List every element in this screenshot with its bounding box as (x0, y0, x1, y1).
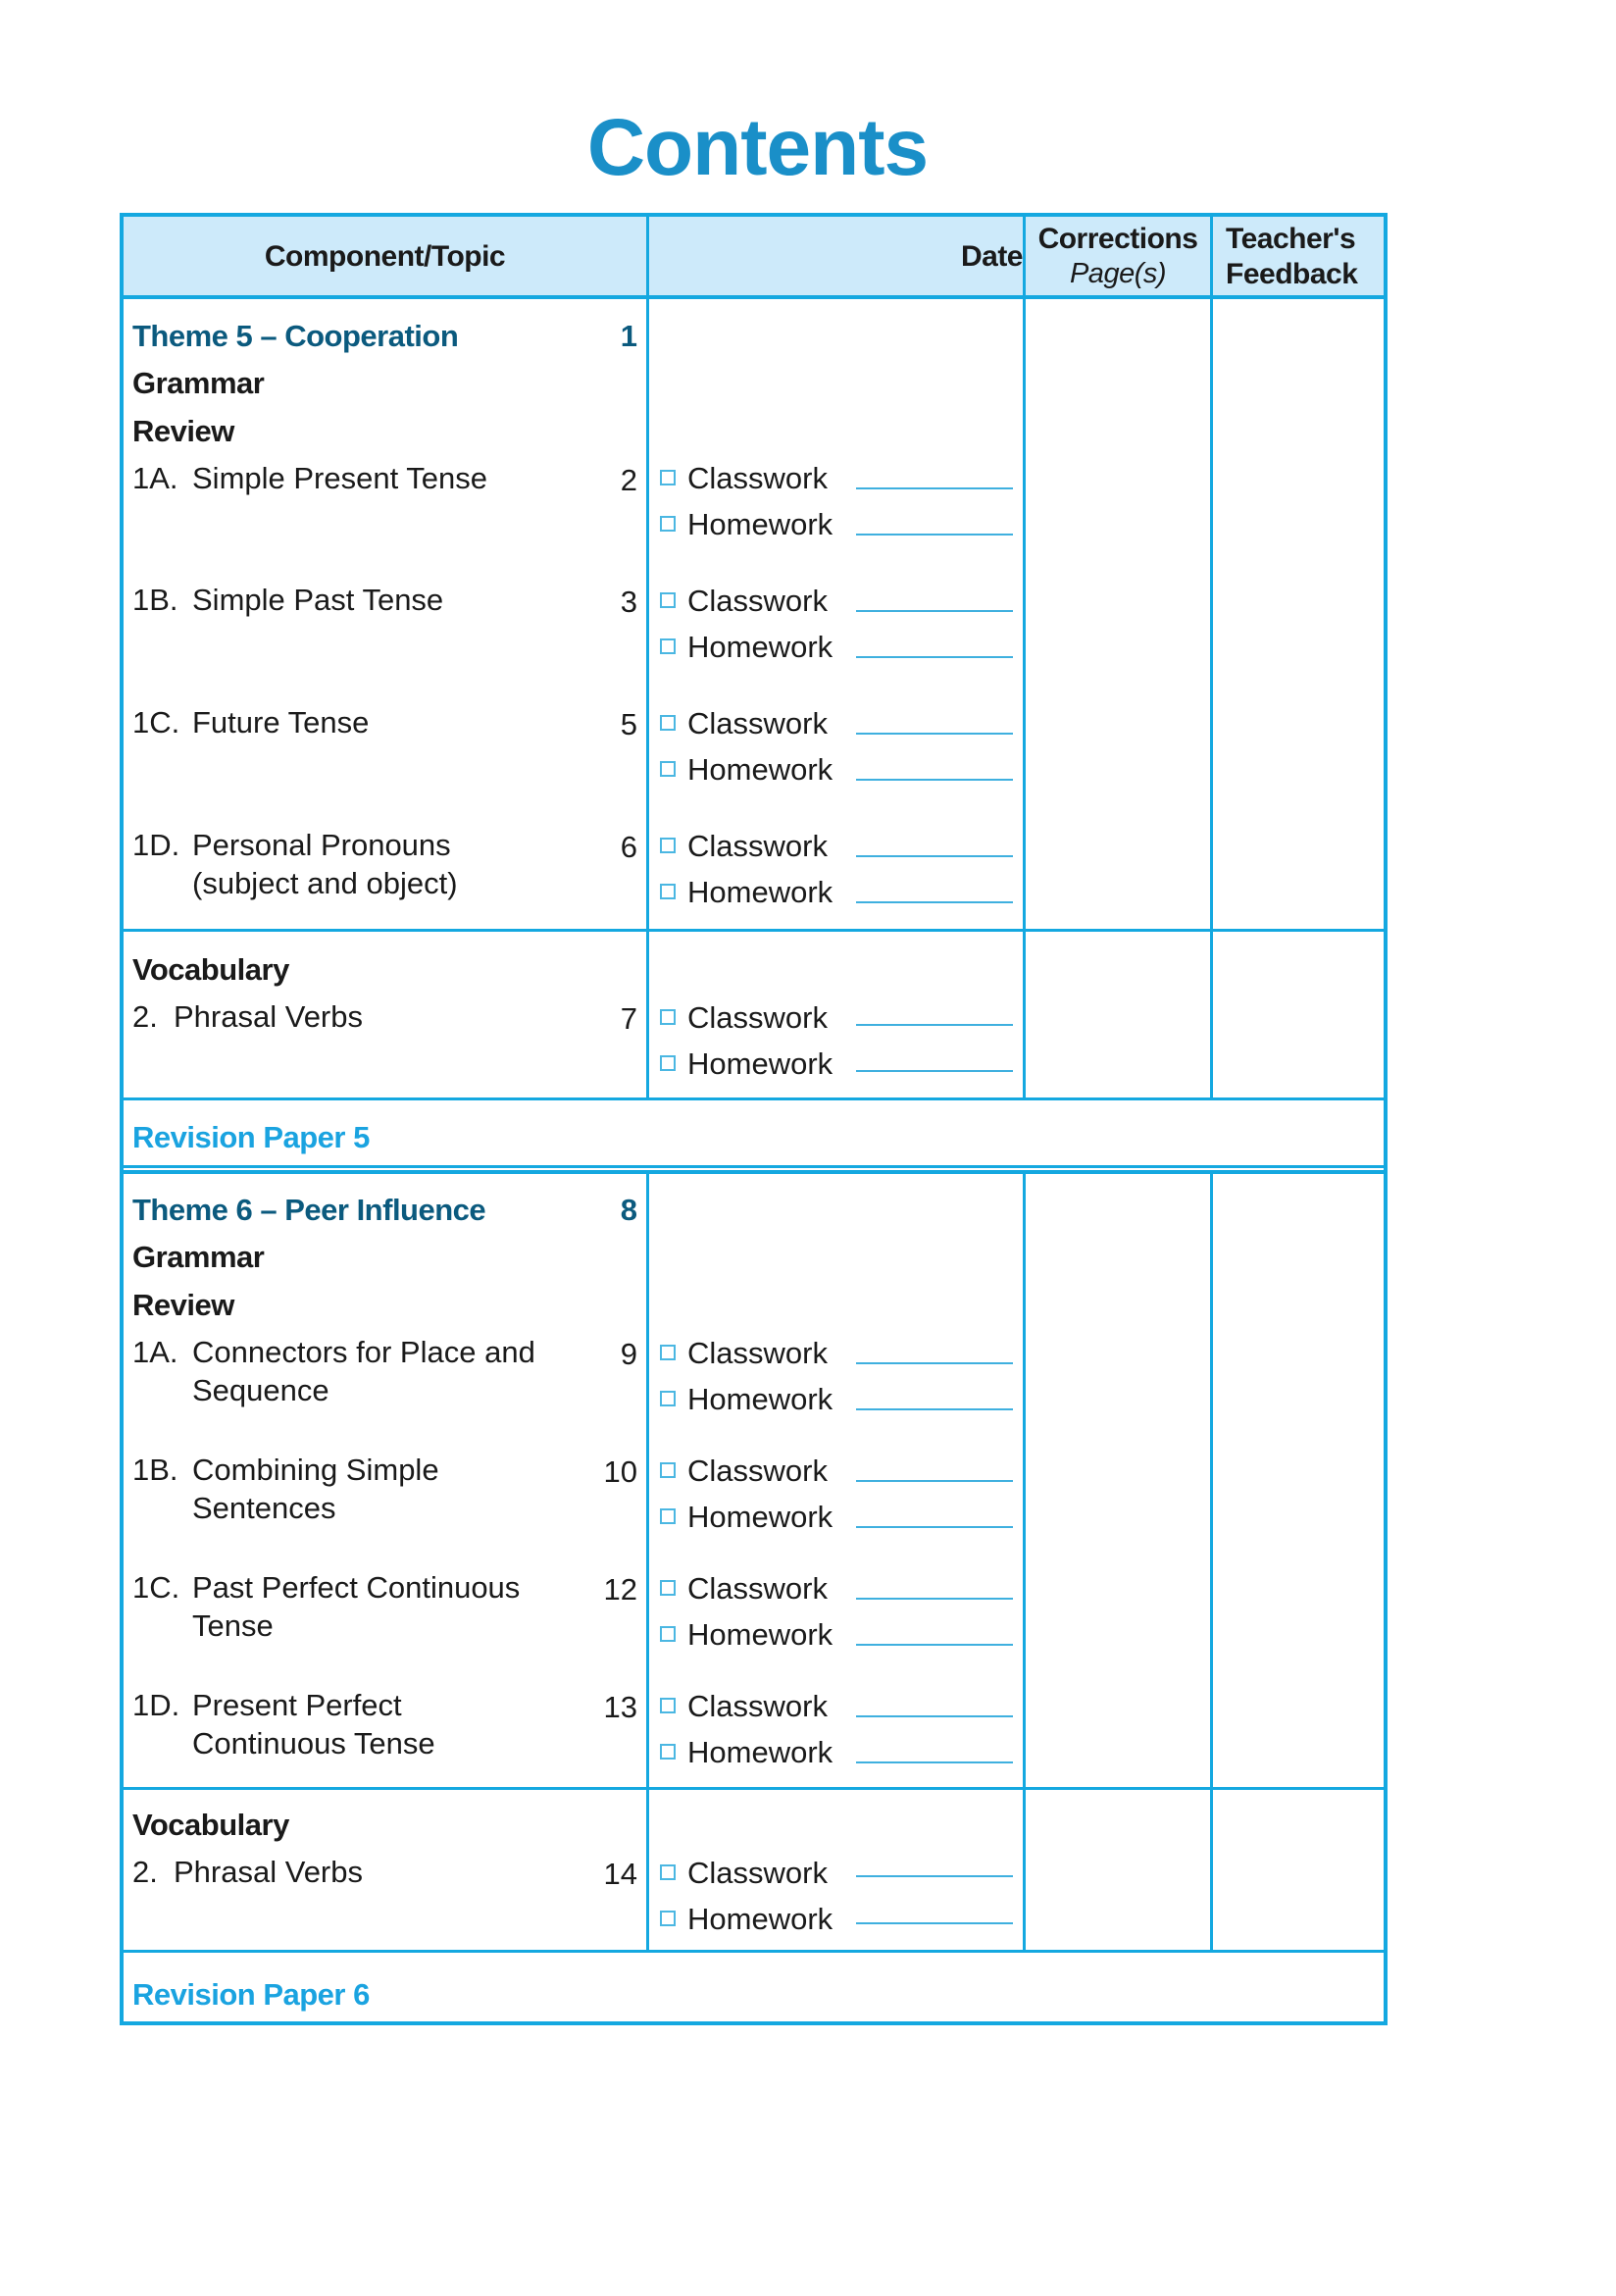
classwork-checkbox[interactable]: Classwork (660, 1002, 828, 1032)
classwork-checkbox[interactable]: Classwork (660, 831, 828, 860)
checkbox-icon[interactable] (660, 1345, 676, 1360)
checkbox-icon[interactable] (660, 1508, 676, 1524)
topic-label-continued: Sentences (192, 1491, 336, 1525)
header-corrections-pages: Page(s) (1069, 258, 1167, 289)
topic-number: 1C. (132, 1570, 180, 1605)
topic-number: 1A. (132, 461, 178, 495)
checkbox-icon[interactable] (660, 715, 676, 731)
homework-checkbox[interactable]: Homework (660, 509, 833, 538)
checkbox-icon[interactable] (660, 1462, 676, 1478)
classwork-date-line[interactable] (856, 1362, 1013, 1364)
section-double-line-top (120, 1165, 1388, 1168)
topic-label: Present Perfect (192, 1688, 402, 1722)
classwork-checkbox[interactable]: Classwork (660, 1573, 828, 1603)
topic-item (132, 581, 443, 619)
vocabulary-label: Vocabulary (132, 1808, 289, 1842)
grammar-label: Grammar (132, 366, 265, 400)
homework-date-line[interactable] (856, 534, 1013, 536)
topic-number: 1C. (132, 705, 180, 740)
topic-label: Combining Simple (192, 1453, 439, 1487)
review-label: Review (132, 414, 234, 448)
checkbox-icon[interactable] (660, 470, 676, 485)
topic-item (132, 1686, 435, 1762)
topic-label-continued: Continuous Tense (192, 1726, 435, 1760)
column-divider-corrections (1023, 213, 1026, 1099)
header-teachers-feedback (1226, 222, 1388, 292)
topic-number: 1B. (132, 1453, 178, 1487)
topic-number: 2. (132, 999, 158, 1034)
header-feedback-line2: Feedback (1226, 258, 1358, 290)
homework-checkbox[interactable]: Homework (660, 1502, 833, 1531)
topic-item (132, 1853, 363, 1891)
table-border-bottom (120, 2021, 1388, 2025)
classwork-date-line[interactable] (856, 855, 1013, 857)
topic-label-continued: Tense (192, 1608, 274, 1643)
homework-checkbox[interactable]: Homework (660, 1384, 833, 1413)
topic-label: Past Perfect Continuous (192, 1570, 521, 1605)
topic-number: 1D. (132, 1688, 180, 1722)
topic-label: Future Tense (192, 705, 370, 740)
classwork-checkbox[interactable]: Classwork (660, 1338, 828, 1367)
theme-title: Theme 5 – Cooperation (132, 319, 459, 353)
topic-page-number: 6 (620, 830, 637, 864)
header-component-topic: Component/Topic (264, 240, 506, 273)
topic-page-number: 13 (603, 1690, 637, 1724)
homework-checkbox[interactable]: Homework (660, 1048, 833, 1078)
classwork-date-line[interactable] (856, 1875, 1013, 1877)
classwork-checkbox[interactable]: Classwork (660, 586, 828, 615)
revision-paper-link[interactable]: Revision Paper 6 (132, 1977, 370, 2012)
topic-label-continued: Sequence (192, 1373, 329, 1407)
topic-label: Simple Present Tense (192, 461, 487, 495)
classwork-checkbox[interactable]: Classwork (660, 463, 828, 492)
theme-page-number: 8 (620, 1193, 637, 1227)
row-divider (120, 1950, 1388, 1953)
checkbox-icon[interactable] (660, 1580, 676, 1596)
topic-number: 1D. (132, 828, 180, 862)
classwork-checkbox[interactable]: Classwork (660, 1455, 828, 1485)
homework-date-line[interactable] (856, 779, 1013, 781)
row-divider (120, 1787, 1388, 1790)
topic-item (132, 1451, 439, 1527)
homework-date-line[interactable] (856, 1922, 1013, 1924)
classwork-date-line[interactable] (856, 1024, 1013, 1026)
page-title: Contents (586, 103, 929, 192)
topic-page-number: 7 (620, 1001, 637, 1036)
classwork-checkbox[interactable]: Classwork (660, 708, 828, 738)
checkbox-icon[interactable] (660, 884, 676, 899)
checkbox-icon[interactable] (660, 516, 676, 532)
review-label: Review (132, 1288, 234, 1322)
table-border-right (1384, 213, 1388, 2025)
topic-page-number: 10 (603, 1454, 637, 1489)
checkbox-icon[interactable] (660, 1911, 676, 1926)
classwork-date-line[interactable] (856, 1598, 1013, 1600)
column-divider-feedback (1210, 213, 1213, 1099)
classwork-date-line[interactable] (856, 733, 1013, 735)
homework-checkbox[interactable]: Homework (660, 877, 833, 906)
topic-page-number: 9 (620, 1337, 637, 1371)
table-border-top (120, 213, 1388, 217)
homework-checkbox[interactable]: Homework (660, 1619, 833, 1649)
row-divider (120, 929, 1388, 932)
topic-label: Personal Pronouns (192, 828, 451, 862)
topic-number: 1B. (132, 583, 178, 617)
topic-item (132, 997, 363, 1036)
topic-page-number: 3 (620, 585, 637, 619)
homework-date-line[interactable] (856, 1644, 1013, 1646)
checkbox-icon[interactable] (660, 1391, 676, 1406)
topic-label: Phrasal Verbs (174, 999, 363, 1034)
homework-checkbox[interactable]: Homework (660, 754, 833, 784)
checkbox-icon[interactable] (660, 1698, 676, 1713)
checkbox-icon[interactable] (660, 1626, 676, 1642)
topic-item (132, 826, 458, 902)
topic-page-number: 2 (620, 463, 637, 497)
topic-item (132, 1333, 535, 1409)
homework-checkbox[interactable]: Homework (660, 1904, 833, 1933)
topic-page-number: 12 (603, 1572, 637, 1607)
homework-date-line[interactable] (856, 1408, 1013, 1410)
row-divider (120, 1097, 1388, 1100)
classwork-date-line[interactable] (856, 487, 1013, 489)
vocabulary-label: Vocabulary (132, 952, 289, 987)
header-feedback-line1: Teacher's (1226, 223, 1356, 255)
topic-item (132, 703, 369, 741)
header-corrections-label: Corrections (1037, 223, 1198, 255)
checkbox-icon[interactable] (660, 1055, 676, 1071)
column-divider-feedback (1210, 1172, 1213, 1952)
homework-checkbox[interactable]: Homework (660, 1737, 833, 1766)
checkbox-icon[interactable] (660, 592, 676, 608)
header-divider (120, 295, 1388, 299)
homework-date-line[interactable] (856, 1070, 1013, 1072)
grammar-label: Grammar (132, 1240, 265, 1274)
checkbox-icon[interactable] (660, 1744, 676, 1760)
classwork-checkbox[interactable]: Classwork (660, 1858, 828, 1887)
classwork-checkbox[interactable]: Classwork (660, 1691, 828, 1720)
topic-number: 2. (132, 1855, 158, 1889)
classwork-date-line[interactable] (856, 1480, 1013, 1482)
column-divider-date (646, 1172, 649, 1952)
topic-label: Phrasal Verbs (174, 1855, 363, 1889)
revision-paper-link[interactable]: Revision Paper 5 (132, 1120, 370, 1154)
topic-page-number: 14 (603, 1857, 637, 1891)
header-date: Date (960, 240, 1023, 273)
topic-item (132, 459, 487, 497)
homework-date-line[interactable] (856, 1526, 1013, 1528)
homework-date-line[interactable] (856, 1761, 1013, 1763)
topic-item (132, 1568, 520, 1645)
theme-title: Theme 6 – Peer Influence (132, 1193, 486, 1227)
homework-date-line[interactable] (856, 901, 1013, 903)
checkbox-icon[interactable] (660, 838, 676, 853)
homework-checkbox[interactable]: Homework (660, 632, 833, 661)
checkbox-icon[interactable] (660, 638, 676, 654)
checkbox-icon[interactable] (660, 1009, 676, 1025)
theme-page-number: 1 (620, 319, 637, 353)
topic-number: 1A. (132, 1335, 178, 1369)
topic-page-number: 5 (620, 707, 637, 741)
checkbox-icon[interactable] (660, 1864, 676, 1880)
checkbox-icon[interactable] (660, 761, 676, 777)
column-divider-corrections (1023, 1172, 1026, 1952)
classwork-date-line[interactable] (856, 1715, 1013, 1717)
topic-label: Connectors for Place and (192, 1335, 535, 1369)
column-divider-date (646, 213, 649, 1099)
topic-label: Simple Past Tense (192, 583, 444, 617)
table-border-left (120, 213, 124, 2025)
topic-label-continued: (subject and object) (192, 866, 458, 900)
classwork-date-line[interactable] (856, 610, 1013, 612)
homework-date-line[interactable] (856, 656, 1013, 658)
section-double-line-bottom (120, 1170, 1388, 1174)
header-corrections (1026, 222, 1210, 291)
